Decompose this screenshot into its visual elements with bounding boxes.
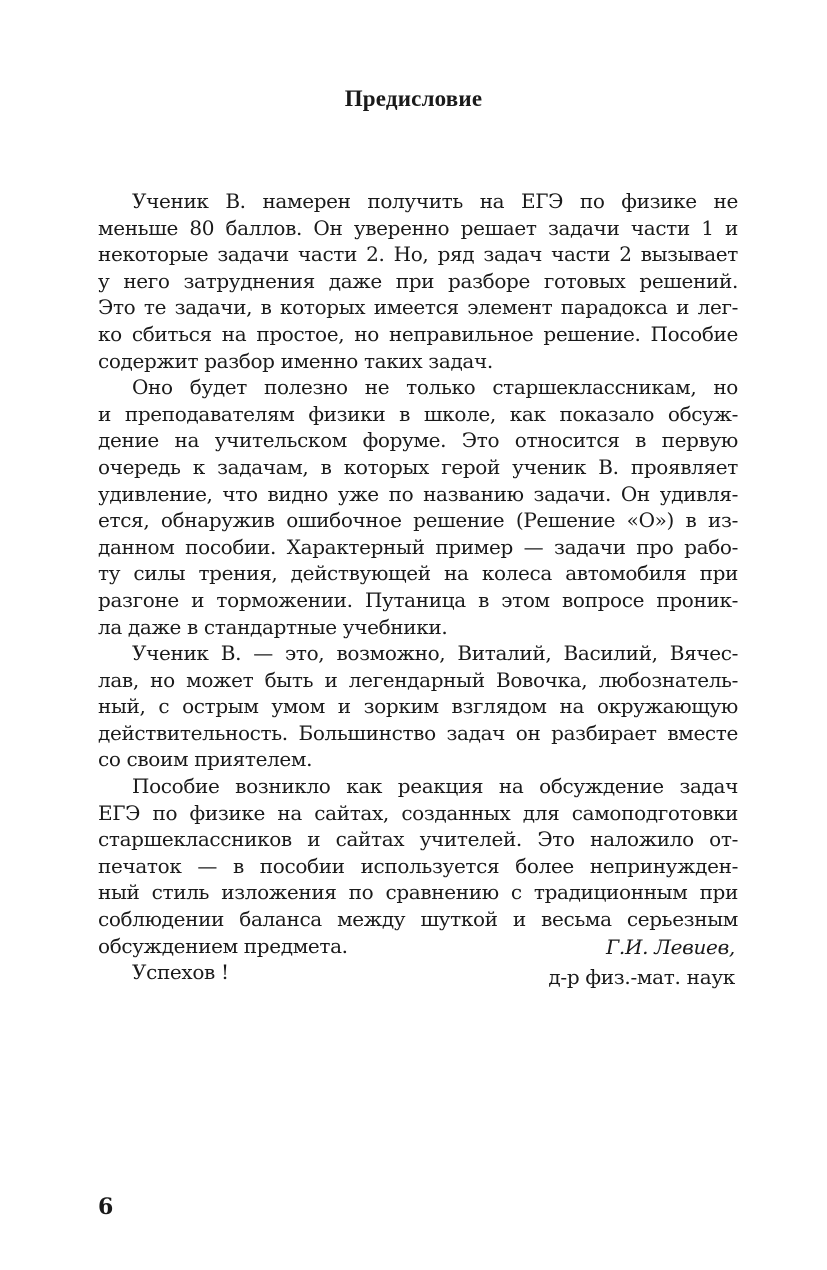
text-line: действительность. Большинство задач он разбирает вместе (98, 720, 738, 745)
text-line: Оно будет полезно не только старшеклассникам, но (132, 375, 738, 400)
text-line: ный стиль изложения по сравнению с традиционным при (98, 880, 738, 905)
text-line: ко сбиться на простое, но неправильное решение. Пособие (98, 321, 738, 346)
text-line: ту силы трения, действующей на колеса автомобиля при (98, 561, 738, 586)
text-line: данном пособии. Характерный пример — задачи про рабо- (98, 534, 738, 559)
text-line: дение на учительском форуме. Это относится в первую (98, 428, 738, 453)
page-number: 6 (98, 1194, 114, 1220)
author-signature (548, 932, 735, 992)
text-line: Пособие возникло как реакция на обсуждение задач (132, 774, 738, 799)
text-line: и преподавателям физики в школе, как показало обсуж- (98, 401, 738, 426)
text-line: Успехов ! (132, 960, 229, 985)
text-line: со своим приятелем. (98, 747, 313, 772)
text-line: ЕГЭ по физике на сайтах, созданных для самоподготовки (98, 800, 738, 825)
text-line: старшеклассников и сайтах учителей. Это наложило от- (98, 827, 738, 852)
paragraph-2 (98, 374, 738, 640)
text-line: обсуждением предмета. (98, 933, 348, 958)
author-name: Г.И. Левиев, (605, 935, 735, 959)
preface-body (98, 188, 738, 986)
text-line: ный, с острым умом и зорким взглядом на окружающую (98, 694, 738, 719)
text-line: у него затруднения даже при разборе готовых решений. (98, 268, 738, 293)
text-line: соблюдении баланса между шуткой и весьма серьезным (98, 907, 738, 932)
paragraph-3 (98, 640, 738, 773)
text-line: некоторые задачи части 2. Но, ряд задач части 2 вызывает (98, 242, 738, 267)
text-line: меньше 80 баллов. Он уверенно решает задачи части 1 и (98, 215, 738, 240)
text-line: удивление, что видно уже по названию задачи. Он удивля- (98, 481, 738, 506)
text-line: очередь к задачам, в которых герой ученик В. проявляет (98, 454, 738, 479)
text-line: ется, обнаружив ошибочное решение (Решение «О») в из- (98, 508, 738, 533)
text-line: Это те задачи, в которых имеется элемент парадокса и лег- (98, 295, 738, 320)
paragraph-1 (98, 188, 738, 374)
text-line: лав, но может быть и легендарный Вовочка, любознатель- (98, 667, 738, 692)
text-line: содержит разбор именно таких задач. (98, 348, 493, 373)
page-title: Предисловие (344, 86, 483, 111)
text-line: ла даже в стандартные учебники. (98, 614, 448, 639)
text-line: разгоне и торможении. Путаница в этом вопросе проник- (98, 587, 738, 612)
author-degree: д-р физ.-мат. наук (548, 965, 735, 989)
text-line: Ученик В. намерен получить на ЕГЭ по физике не (132, 189, 738, 213)
text-line: печаток — в пособии используется более непринужден- (98, 853, 738, 878)
text-line: Ученик В. — это, возможно, Виталий, Василий, Вячес- (132, 641, 738, 666)
